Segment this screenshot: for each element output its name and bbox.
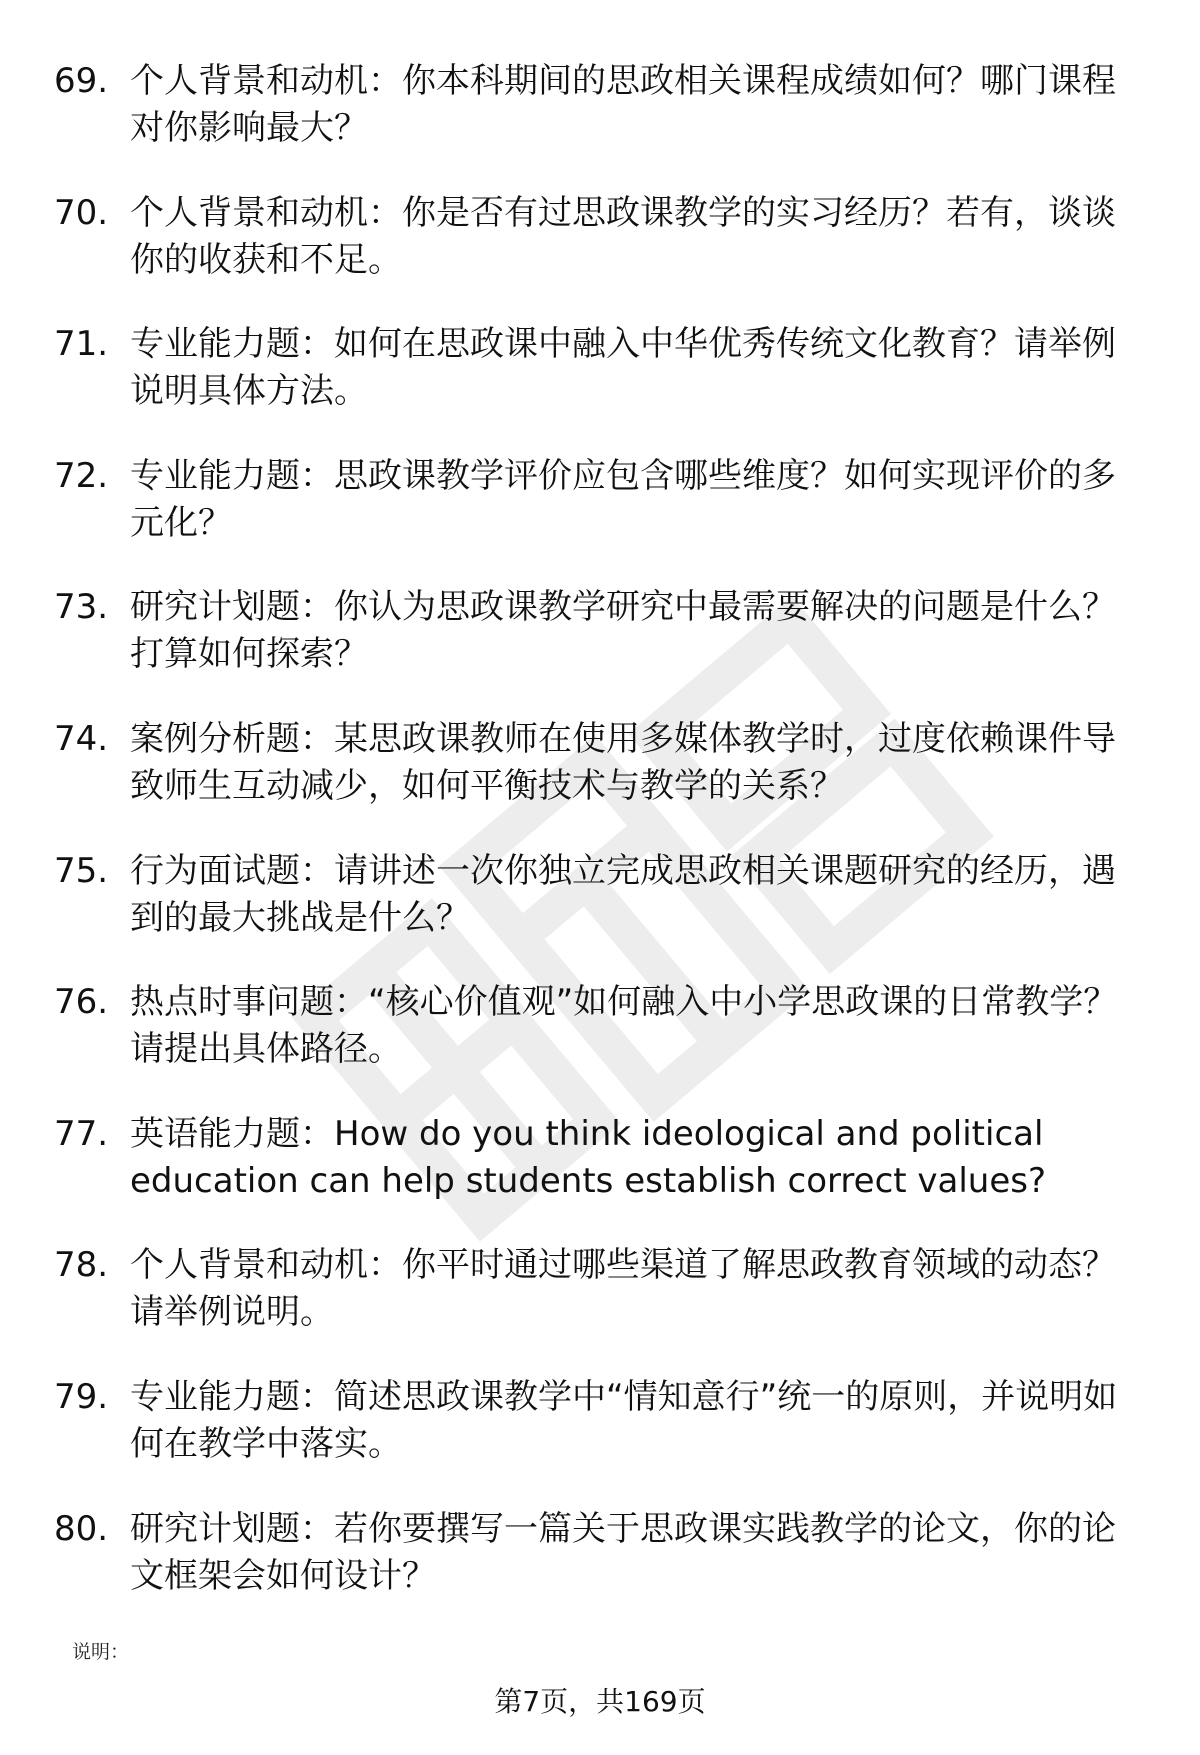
question-number: 79. <box>54 1376 109 1417</box>
question-number: 74. <box>54 718 109 759</box>
question-number: 71. <box>54 324 109 365</box>
question-item <box>54 58 1144 152</box>
question-number: 75. <box>54 850 109 891</box>
question-number: 76. <box>54 982 109 1023</box>
question-text: 个人背景和动机：你是否有过思政课教学的实习经历？若有，谈谈你的收获和不足。 <box>130 192 1116 280</box>
question-item <box>54 716 1144 810</box>
question-item <box>54 1374 1144 1468</box>
question-text: 研究计划题：你认为思政课教学研究中最需要解决的问题是什么？打算如何探索？ <box>130 587 1116 675</box>
question-text: 专业能力题：如何在思政课中融入中华优秀传统文化教育？请举例说明具体方法。 <box>130 324 1116 412</box>
question-number: 72. <box>54 455 109 496</box>
question-item <box>54 321 1144 415</box>
question-item <box>54 1111 1144 1205</box>
question-text: 行为面试题：请讲述一次你独立完成思政相关课题研究的经历，遇到的最大挑战是什么？ <box>130 850 1116 938</box>
question-number: 77. <box>54 1113 109 1154</box>
note-label: 说明： <box>72 1641 130 1663</box>
question-number: 69. <box>54 61 109 101</box>
question-item <box>54 848 1144 942</box>
question-text: 专业能力题：思政课教学评价应包含哪些维度？如何实现评价的多元化？ <box>130 455 1116 543</box>
question-list <box>54 58 1144 1637</box>
question-text: 案例分析题：某思政课教师在使用多媒体教学时，过度依赖课件导致师生互动减少，如何平衡技术与教学的关系？ <box>130 718 1116 806</box>
question-item <box>54 979 1144 1073</box>
page-footer: 第7页，共169页 <box>494 1685 706 1718</box>
question-number: 73. <box>54 587 109 628</box>
question-text: 热点时事问题：“核心价值观”如何融入中小学思政课的日常教学？请提出具体路径。 <box>130 982 1118 1070</box>
question-text: 专业能力题：简述思政课教学中“情知意行”统一的原则，并说明如何在教学中落实。 <box>130 1376 1118 1464</box>
question-text: 英语能力题：How do you think ideological and political education can help students establish correct values? <box>130 1113 1047 1201</box>
question-text: 个人背景和动机：你本科期间的思政相关课程成绩如何？哪门课程对你影响最大？ <box>130 61 1116 148</box>
question-number: 70. <box>54 192 109 233</box>
question-item <box>54 190 1144 284</box>
question-item <box>54 453 1144 547</box>
question-number: 78. <box>54 1245 109 1286</box>
question-text: 个人背景和动机：你平时通过哪些渠道了解思政教育领域的动态？请举例说明。 <box>130 1245 1116 1333</box>
question-item <box>54 1506 1144 1600</box>
question-text: 研究计划题：若你要撰写一篇关于思政课实践教学的论文，你的论文框架会如何设计？ <box>130 1508 1116 1596</box>
question-number: 80. <box>54 1508 109 1549</box>
question-item <box>54 1242 1144 1336</box>
question-item <box>54 584 1144 678</box>
